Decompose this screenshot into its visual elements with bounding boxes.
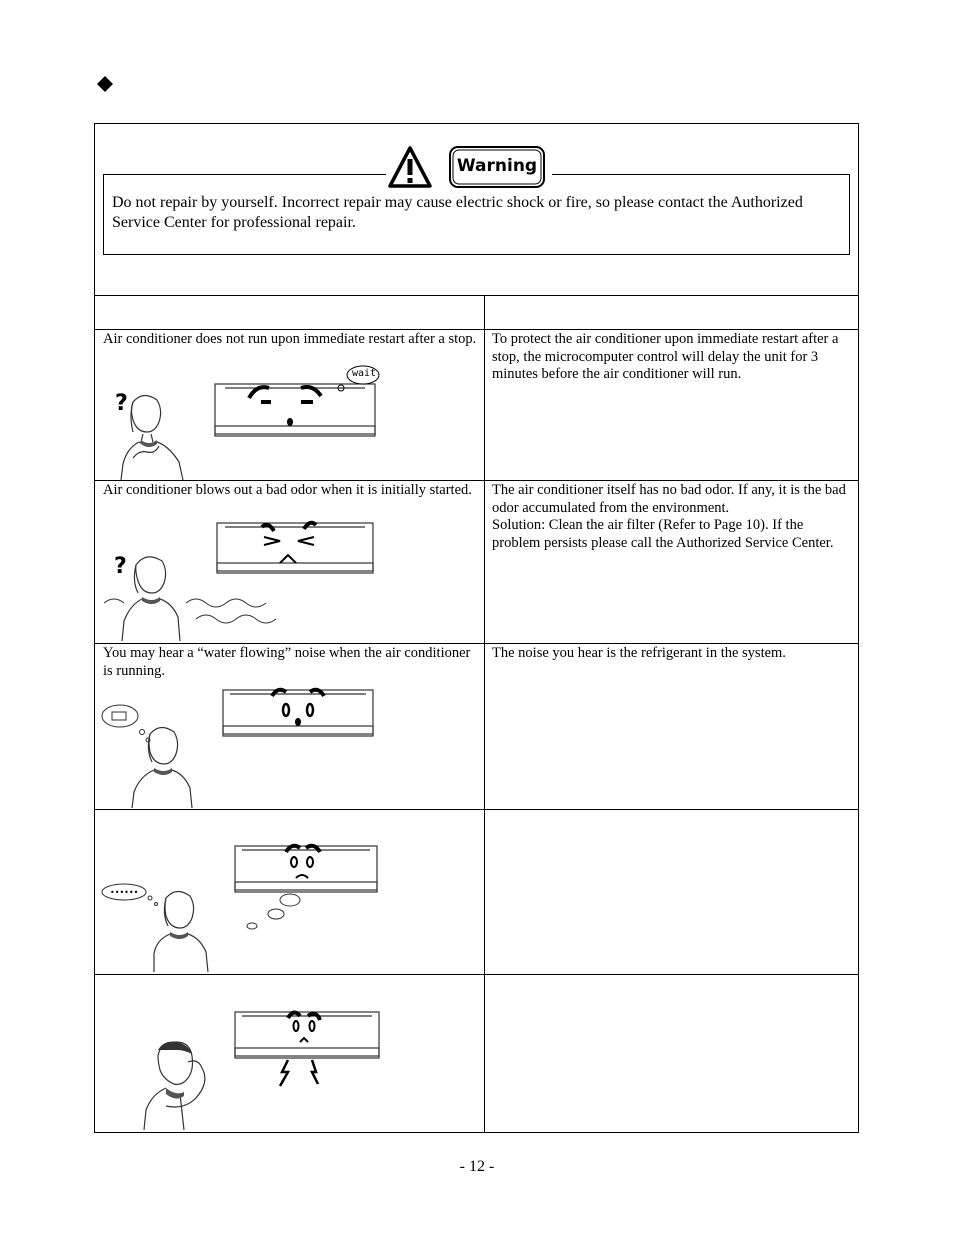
row-divider (94, 643, 859, 644)
svg-text:?: ? (114, 554, 127, 579)
row-divider (94, 974, 859, 975)
row-1-problem: Air conditioner does not run upon immediate restart after a stop. (103, 331, 477, 347)
table-top-line (94, 295, 859, 296)
warning-triangle-icon (390, 148, 430, 186)
row-5-illustration (140, 1004, 385, 1130)
page-number: - 12 - (459, 1158, 495, 1175)
row-1-illustration (103, 362, 383, 480)
row-4-illustration (100, 838, 385, 974)
row-3-illustration (100, 682, 380, 808)
row-3-explanation: The noise you hear is the refrigerant in the system. (492, 645, 786, 661)
svg-text:••••••: •••••• (110, 888, 139, 897)
row-2-explanation: The air conditioner itself has no bad odor. If any, it is the bad odor accumulated from the environment. Solution: Clean the air filter (Refer to Page 10). If the problem persists please call the Authorized Service Center. (492, 482, 846, 551)
row-2-problem: Air conditioner blows out a bad odor when it is initially started. (103, 482, 472, 498)
table-header-line (94, 329, 859, 330)
row-divider (94, 480, 859, 481)
row-2-illustration (100, 515, 380, 642)
row-1-explanation: To protect the air conditioner upon immediate restart after a stop, the microcomputer control will delay the unit for 3 minutes before the air conditioner will run. (492, 331, 839, 383)
wait-bubble-text: wait (351, 368, 377, 379)
warning-label: Warning (456, 156, 538, 176)
row-divider (94, 809, 859, 810)
svg-text:?: ? (115, 391, 128, 416)
column-divider (484, 295, 485, 1133)
warning-text: Do not repair by yourself. Incorrect repair may cause electric shock or fire, so please contact the Authorized Service Center for professional repair. (112, 194, 803, 231)
row-3-problem: You may hear a “water flowing” noise when the air conditioner is running. (103, 645, 471, 679)
warning-badge (386, 142, 552, 192)
diamond-bullet-icon (96, 75, 114, 93)
